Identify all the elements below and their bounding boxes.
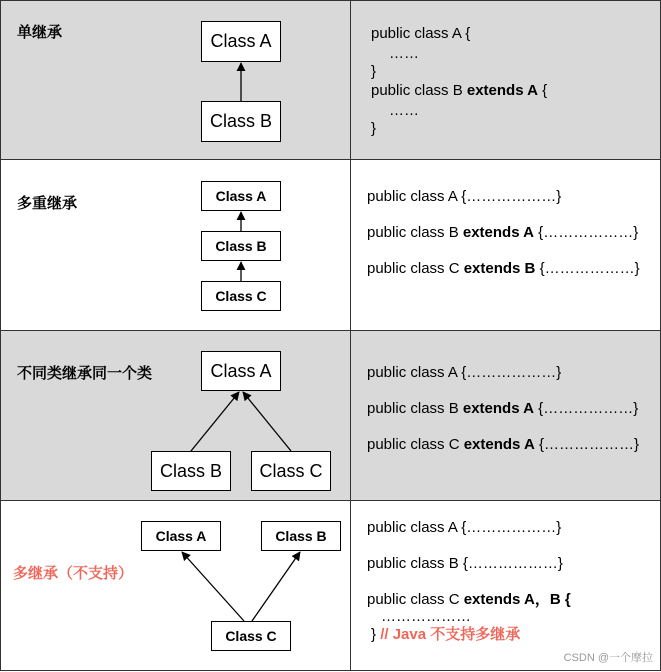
code-line: } bbox=[371, 63, 377, 80]
diagram-cell bbox=[0, 500, 351, 671]
code-line: public class C extends A，B { bbox=[367, 591, 571, 608]
extends-keyword: extends B bbox=[463, 260, 536, 277]
class-b-box: Class B bbox=[201, 231, 281, 261]
class-b-box: Class B bbox=[201, 101, 281, 142]
code-line: public class C extends A {………………} bbox=[367, 436, 640, 453]
code-cell bbox=[350, 0, 661, 160]
arrows bbox=[1, 160, 352, 332]
inherits-arrow bbox=[191, 392, 239, 451]
code-line: public class B extends A {………………} bbox=[367, 224, 639, 241]
code-line: public class A {………………} bbox=[367, 519, 562, 536]
code-line: public class B extends A { bbox=[371, 82, 548, 99]
watermark: CSDN @一个摩拉 bbox=[563, 652, 653, 664]
row-title: 单继承 bbox=[17, 24, 63, 41]
code-line: public class A {………………} bbox=[367, 364, 562, 381]
code-line: } // Java 不支持多继承 bbox=[371, 626, 521, 643]
class-c-box: Class C bbox=[211, 621, 291, 651]
code-line: public class B extends A {………………} bbox=[367, 400, 639, 417]
inherits-arrow bbox=[252, 552, 300, 621]
diagram-cell bbox=[0, 330, 351, 501]
arrows bbox=[1, 1, 352, 161]
unsupported-comment: // Java 不支持多继承 bbox=[380, 626, 521, 643]
code-line: } bbox=[371, 120, 377, 137]
row-title: 多重继承 bbox=[17, 195, 78, 212]
code-line: …… bbox=[389, 102, 419, 119]
code-cell bbox=[350, 159, 661, 331]
diagram-cell bbox=[0, 0, 351, 160]
code-line: public class A {………………} bbox=[367, 188, 562, 205]
code-line: public class C extends B {………………} bbox=[367, 260, 640, 277]
diagram-cell bbox=[0, 159, 351, 331]
code-line: ……………… bbox=[381, 608, 471, 625]
class-c-box: Class C bbox=[251, 451, 331, 491]
class-a-box: Class A bbox=[201, 181, 281, 211]
code-cell bbox=[350, 500, 661, 671]
extends-keyword: extends A，B { bbox=[463, 591, 571, 608]
extends-keyword: extends A bbox=[462, 224, 535, 241]
code-cell bbox=[350, 330, 661, 501]
code-line: public class B {………………} bbox=[367, 555, 563, 572]
inherits-arrow bbox=[182, 552, 244, 621]
class-a-box: Class A bbox=[201, 351, 281, 391]
row-title: 多继承（不支持） bbox=[13, 565, 134, 582]
class-a-box: Class A bbox=[141, 521, 221, 551]
row-multilevel-inheritance bbox=[0, 159, 661, 331]
row-single-inheritance bbox=[0, 0, 661, 160]
code-line: public class A { bbox=[371, 25, 471, 42]
extends-keyword: extends A bbox=[466, 82, 539, 99]
row-multiple-inheritance bbox=[0, 500, 661, 671]
class-c-box: Class C bbox=[201, 281, 281, 311]
class-b-box: Class B bbox=[151, 451, 231, 491]
extends-keyword: extends A bbox=[462, 400, 535, 417]
code-line: …… bbox=[389, 45, 419, 62]
inherits-arrow bbox=[243, 392, 291, 451]
extends-keyword: extends A bbox=[463, 436, 535, 453]
class-a-box: Class A bbox=[201, 21, 281, 62]
row-hierarchical-inheritance bbox=[0, 330, 661, 501]
class-b-box: Class B bbox=[261, 521, 341, 551]
row-title: 不同类继承同一个类 bbox=[17, 365, 153, 382]
